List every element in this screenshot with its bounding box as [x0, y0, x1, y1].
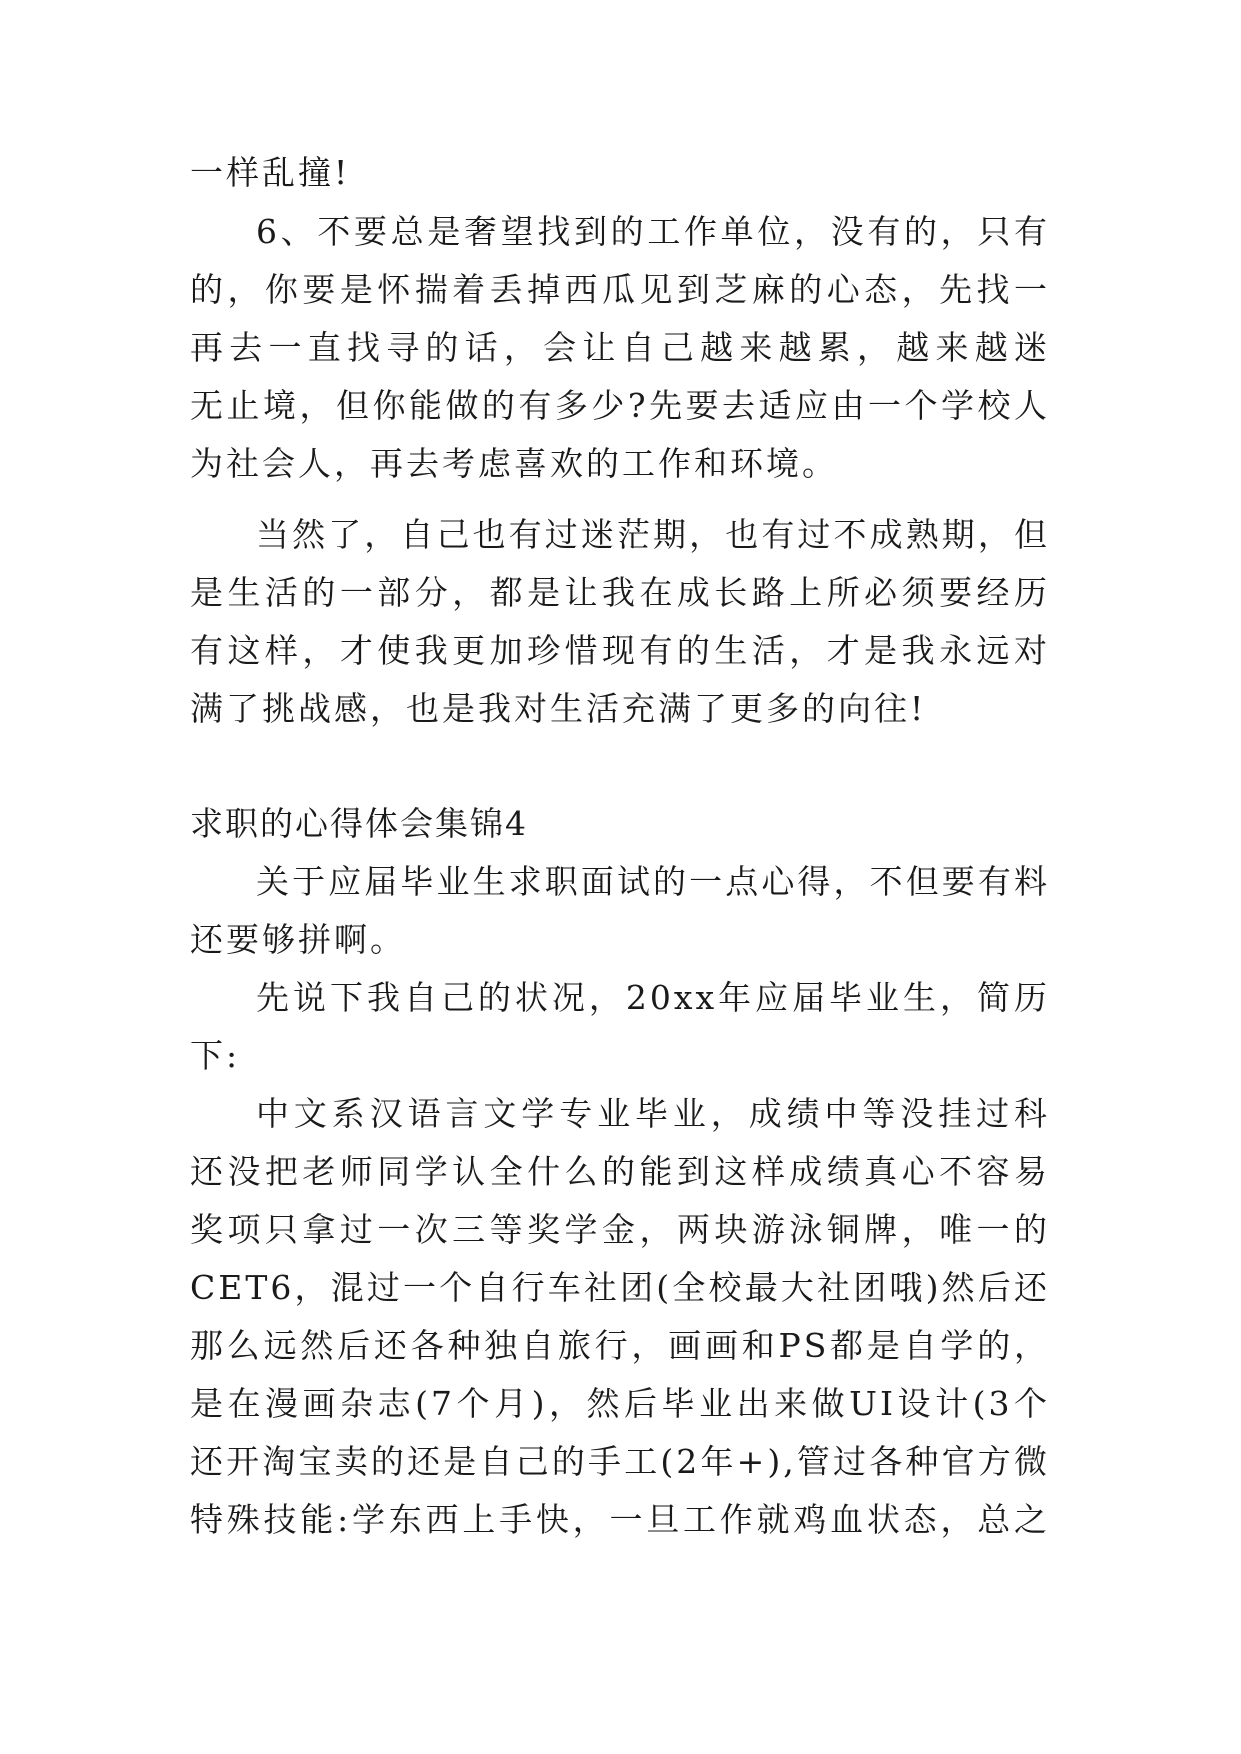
text-line: 为社会人，再去考虑喜欢的工作和环境。	[190, 444, 838, 483]
text-line: 奖项只拿过一次三等奖学金，两块游泳铜牌，唯一的	[190, 1210, 1050, 1249]
text-line: 的，你要是怀揣着丢掉西瓜见到芝麻的心态，先找一	[190, 270, 1050, 309]
text-line: 无止境，但你能做的有多少?先要去适应由一个学校人	[190, 386, 1050, 425]
text-line: 6、不要总是奢望找到的工作单位，没有的，只有	[256, 212, 1050, 251]
text-line: 是生活的一部分，都是让我在成长路上所必须要经历	[190, 573, 1050, 612]
text-line: 下:	[190, 1036, 241, 1075]
text-line: 还没把老师同学认全什么的能到这样成绩真心不容易	[190, 1152, 1050, 1191]
text-line: 是在漫画杂志(7个月)，然后毕业出来做UI设计(3个	[190, 1384, 1050, 1423]
text-line: 一样乱撞!	[190, 153, 351, 192]
text-line: 还要够拼啊。	[190, 920, 406, 959]
text-line: 关于应届毕业生求职面试的一点心得，不但要有料	[256, 862, 1050, 901]
text-line: 满了挑战感，也是我对生活充满了更多的向往!	[190, 689, 927, 728]
text-line: 那么远然后还各种独自旅行，画画和PS都是自学的，	[190, 1326, 1050, 1365]
text-line: 当然了，自己也有过迷茫期，也有过不成熟期，但	[256, 515, 1050, 554]
text-line: CET6，混过一个自行车社团(全校最大社团哦)然后还	[190, 1268, 1050, 1307]
text-line: 中文系汉语言文学专业毕业，成绩中等没挂过科	[256, 1094, 1050, 1133]
text-line: 还开淘宝卖的还是自己的手工(2年+),管过各种官方微	[190, 1442, 1050, 1481]
text-line: 先说下我自己的状况，20xx年应届毕业生，简历	[256, 978, 1050, 1017]
text-line: 特殊技能:学东西上手快，一旦工作就鸡血状态，总之	[190, 1500, 1050, 1539]
section-heading: 求职的心得体会集锦4	[190, 804, 528, 843]
text-line: 有这样，才使我更加珍惜现有的生活，才是我永远对	[190, 631, 1050, 670]
text-line: 再去一直找寻的话，会让自己越来越累，越来越迷	[190, 328, 1050, 367]
